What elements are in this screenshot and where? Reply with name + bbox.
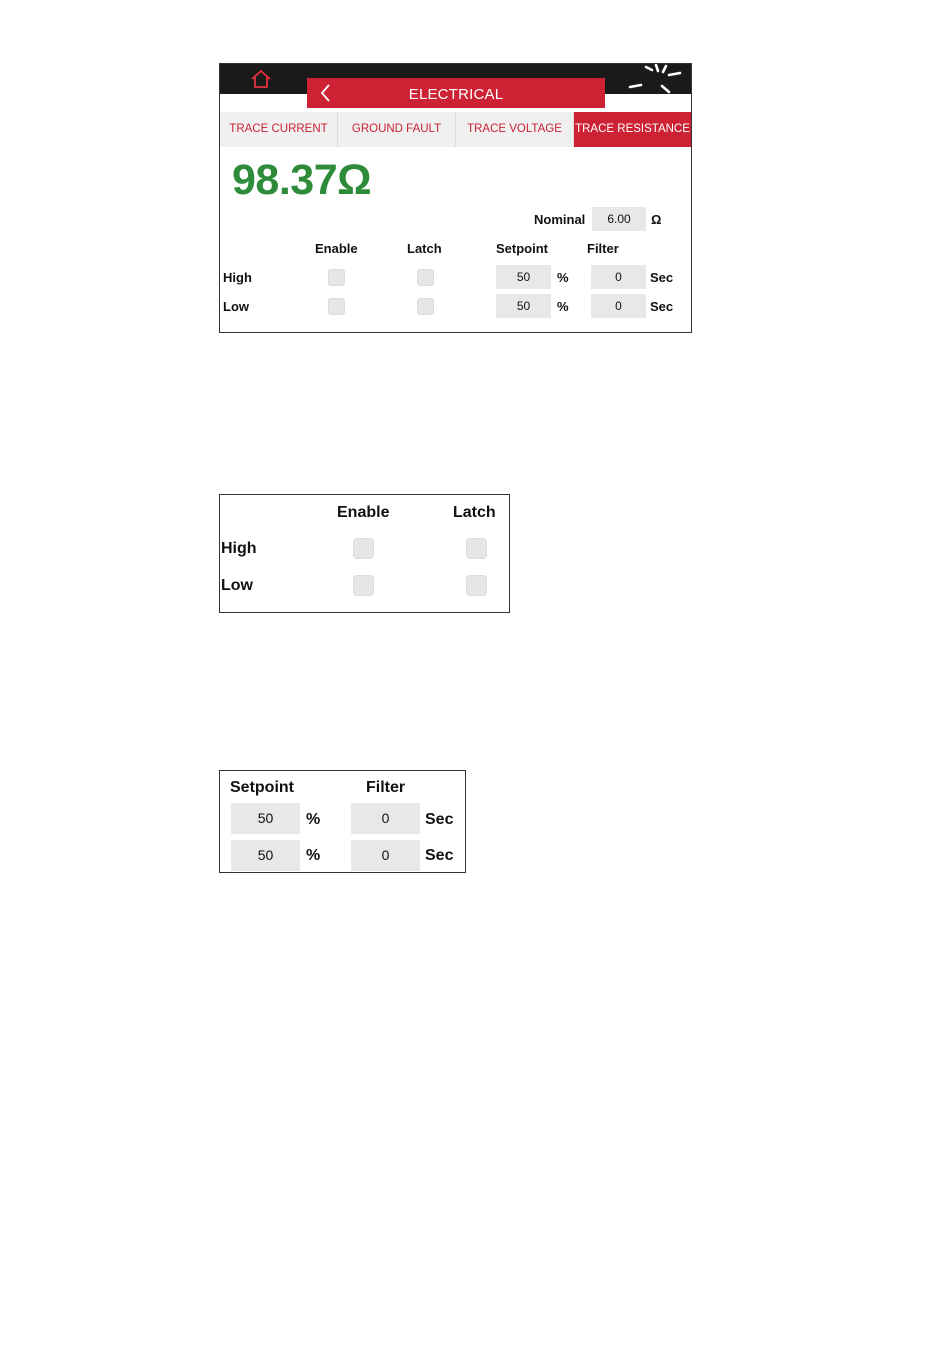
high-row-label: High	[221, 540, 257, 557]
spinner-icon	[622, 64, 688, 94]
setpoint-header: Setpoint	[230, 779, 294, 796]
high-filter-field[interactable]: 0	[351, 803, 420, 834]
tab-bar	[220, 112, 691, 147]
page-title: ELECTRICAL	[408, 86, 504, 103]
latch-header: Latch	[407, 241, 442, 256]
resistance-reading: 98.37Ω	[232, 156, 372, 204]
low-setpoint-field[interactable]: 50	[231, 840, 300, 871]
low-latch-checkbox[interactable]	[417, 298, 434, 315]
high-setpoint-unit: %	[306, 811, 321, 828]
setpoint-header: Setpoint	[496, 241, 548, 256]
setpoint-filter-detail	[219, 770, 466, 873]
enable-header: Enable	[315, 241, 358, 256]
enable-latch-detail	[219, 494, 510, 613]
low-setpoint-unit: %	[557, 299, 569, 314]
filter-header: Filter	[587, 241, 619, 256]
low-setpoint-field[interactable]: 50	[496, 294, 551, 318]
nominal-field[interactable]: 6.00	[592, 207, 646, 231]
home-icon[interactable]	[249, 68, 273, 90]
high-row-label: High	[223, 270, 252, 285]
high-enable-checkbox[interactable]	[328, 269, 345, 286]
tab-trace-resistance[interactable]: TRACE RESISTANCE	[574, 112, 691, 147]
low-row-label: Low	[221, 577, 253, 594]
low-filter-field[interactable]: 0	[351, 840, 420, 871]
low-filter-unit: Sec	[650, 299, 674, 314]
nominal-label: Nominal	[534, 212, 586, 227]
nominal-unit: Ω	[651, 212, 662, 227]
electrical-screen	[219, 63, 692, 333]
high-setpoint-field[interactable]: 50	[231, 803, 300, 834]
latch-header: Latch	[453, 504, 496, 521]
tab-ground-fault[interactable]: GROUND FAULT	[338, 112, 456, 147]
high-latch-checkbox[interactable]	[466, 538, 487, 559]
high-latch-checkbox[interactable]	[417, 269, 434, 286]
high-filter-unit: Sec	[650, 270, 674, 285]
low-enable-checkbox[interactable]	[353, 575, 374, 596]
title-bar	[307, 78, 605, 108]
high-enable-checkbox[interactable]	[353, 538, 374, 559]
low-setpoint-unit: %	[306, 847, 321, 864]
filter-header: Filter	[366, 779, 406, 796]
low-latch-checkbox[interactable]	[466, 575, 487, 596]
tab-trace-voltage[interactable]: TRACE VOLTAGE	[456, 112, 574, 147]
tab-trace-current[interactable]: TRACE CURRENT	[220, 112, 338, 147]
low-row-label: Low	[223, 299, 249, 314]
high-filter-unit: Sec	[425, 811, 454, 828]
high-setpoint-field[interactable]: 50	[496, 265, 551, 289]
enable-header: Enable	[337, 504, 390, 521]
low-filter-field[interactable]: 0	[591, 294, 646, 318]
low-filter-unit: Sec	[425, 847, 454, 864]
high-setpoint-unit: %	[557, 270, 569, 285]
high-filter-field[interactable]: 0	[591, 265, 646, 289]
low-enable-checkbox[interactable]	[328, 298, 345, 315]
